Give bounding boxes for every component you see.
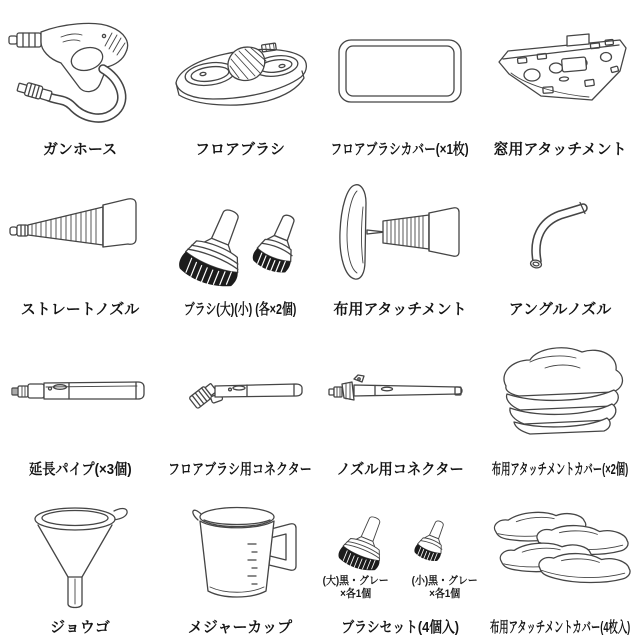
item-label: ストレートノズル <box>20 300 140 318</box>
straight-nozzle-illustration <box>0 165 160 302</box>
item-floor-brush-cover <box>320 0 480 165</box>
nozzle-connector-illustration <box>320 325 480 462</box>
item-fabric-attachment-cover-4 <box>480 485 640 640</box>
item-brush-set <box>320 485 480 640</box>
item-label: 布用アタッチメント <box>333 300 467 318</box>
item-label: ブラシセット(4個入) <box>341 618 459 636</box>
brush-set-sublabel-small: (小)黒・グレー ×各1個 <box>411 574 478 601</box>
item-fabric-attachment-cover-2 <box>480 325 640 485</box>
brush-set-sublabels <box>319 575 482 603</box>
angle-nozzle-illustration <box>480 165 640 302</box>
floor-brush-cover-illustration <box>320 0 480 142</box>
item-fabric-attachment <box>320 165 480 325</box>
item-label: フロアブラシ用コネクター <box>168 460 312 478</box>
fabric-attachment-cover-4-illustration <box>480 485 640 620</box>
item-label: ノズル用コネクター <box>336 460 464 478</box>
fabric-attachment-cover-2-illustration <box>480 325 640 462</box>
item-label: 延長パイプ(×3個) <box>28 460 132 478</box>
brush-set-illustration <box>320 485 480 620</box>
fabric-attachment-illustration <box>320 165 480 302</box>
item-label: ガンホース <box>42 140 118 158</box>
item-floor-brush-connector <box>160 325 320 485</box>
brush-set-sublabel-large: (大)黒・グレー ×各1個 <box>322 574 389 601</box>
extension-pipe-illustration <box>0 325 160 462</box>
item-label: 窓用アタッチメント <box>493 140 627 158</box>
funnel-illustration <box>0 485 160 620</box>
item-label: フロアブラシ <box>194 140 285 158</box>
item-label: アングルノズル <box>508 300 612 318</box>
item-nozzle-connector <box>320 325 480 485</box>
window-attachment-illustration <box>480 0 640 142</box>
item-funnel <box>0 485 160 640</box>
item-label: ジョウゴ <box>50 618 110 636</box>
item-label: 布用アタッチメントカバー(4枚入) <box>489 618 631 636</box>
item-gun-hose <box>0 0 160 165</box>
item-label: ブラシ(大)(小) (各×2個) <box>183 300 297 318</box>
item-label: フロアブラシカバー(×1枚) <box>330 140 470 158</box>
item-label: メジャーカップ <box>187 618 293 636</box>
gun-hose-illustration <box>0 0 160 142</box>
brush-large-small-illustration <box>160 165 320 302</box>
floor-brush-illustration <box>160 0 320 142</box>
item-extension-pipe <box>0 325 160 485</box>
item-label: 布用アタッチメントカバー(×2個) <box>491 460 629 478</box>
item-measuring-cup <box>160 485 320 640</box>
measuring-cup-illustration <box>160 485 320 620</box>
item-angle-nozzle <box>480 165 640 325</box>
item-floor-brush <box>160 0 320 165</box>
floor-brush-connector-illustration <box>160 325 320 462</box>
item-brush-large-small <box>160 165 320 325</box>
item-straight-nozzle <box>0 165 160 325</box>
item-window-attachment <box>480 0 640 165</box>
